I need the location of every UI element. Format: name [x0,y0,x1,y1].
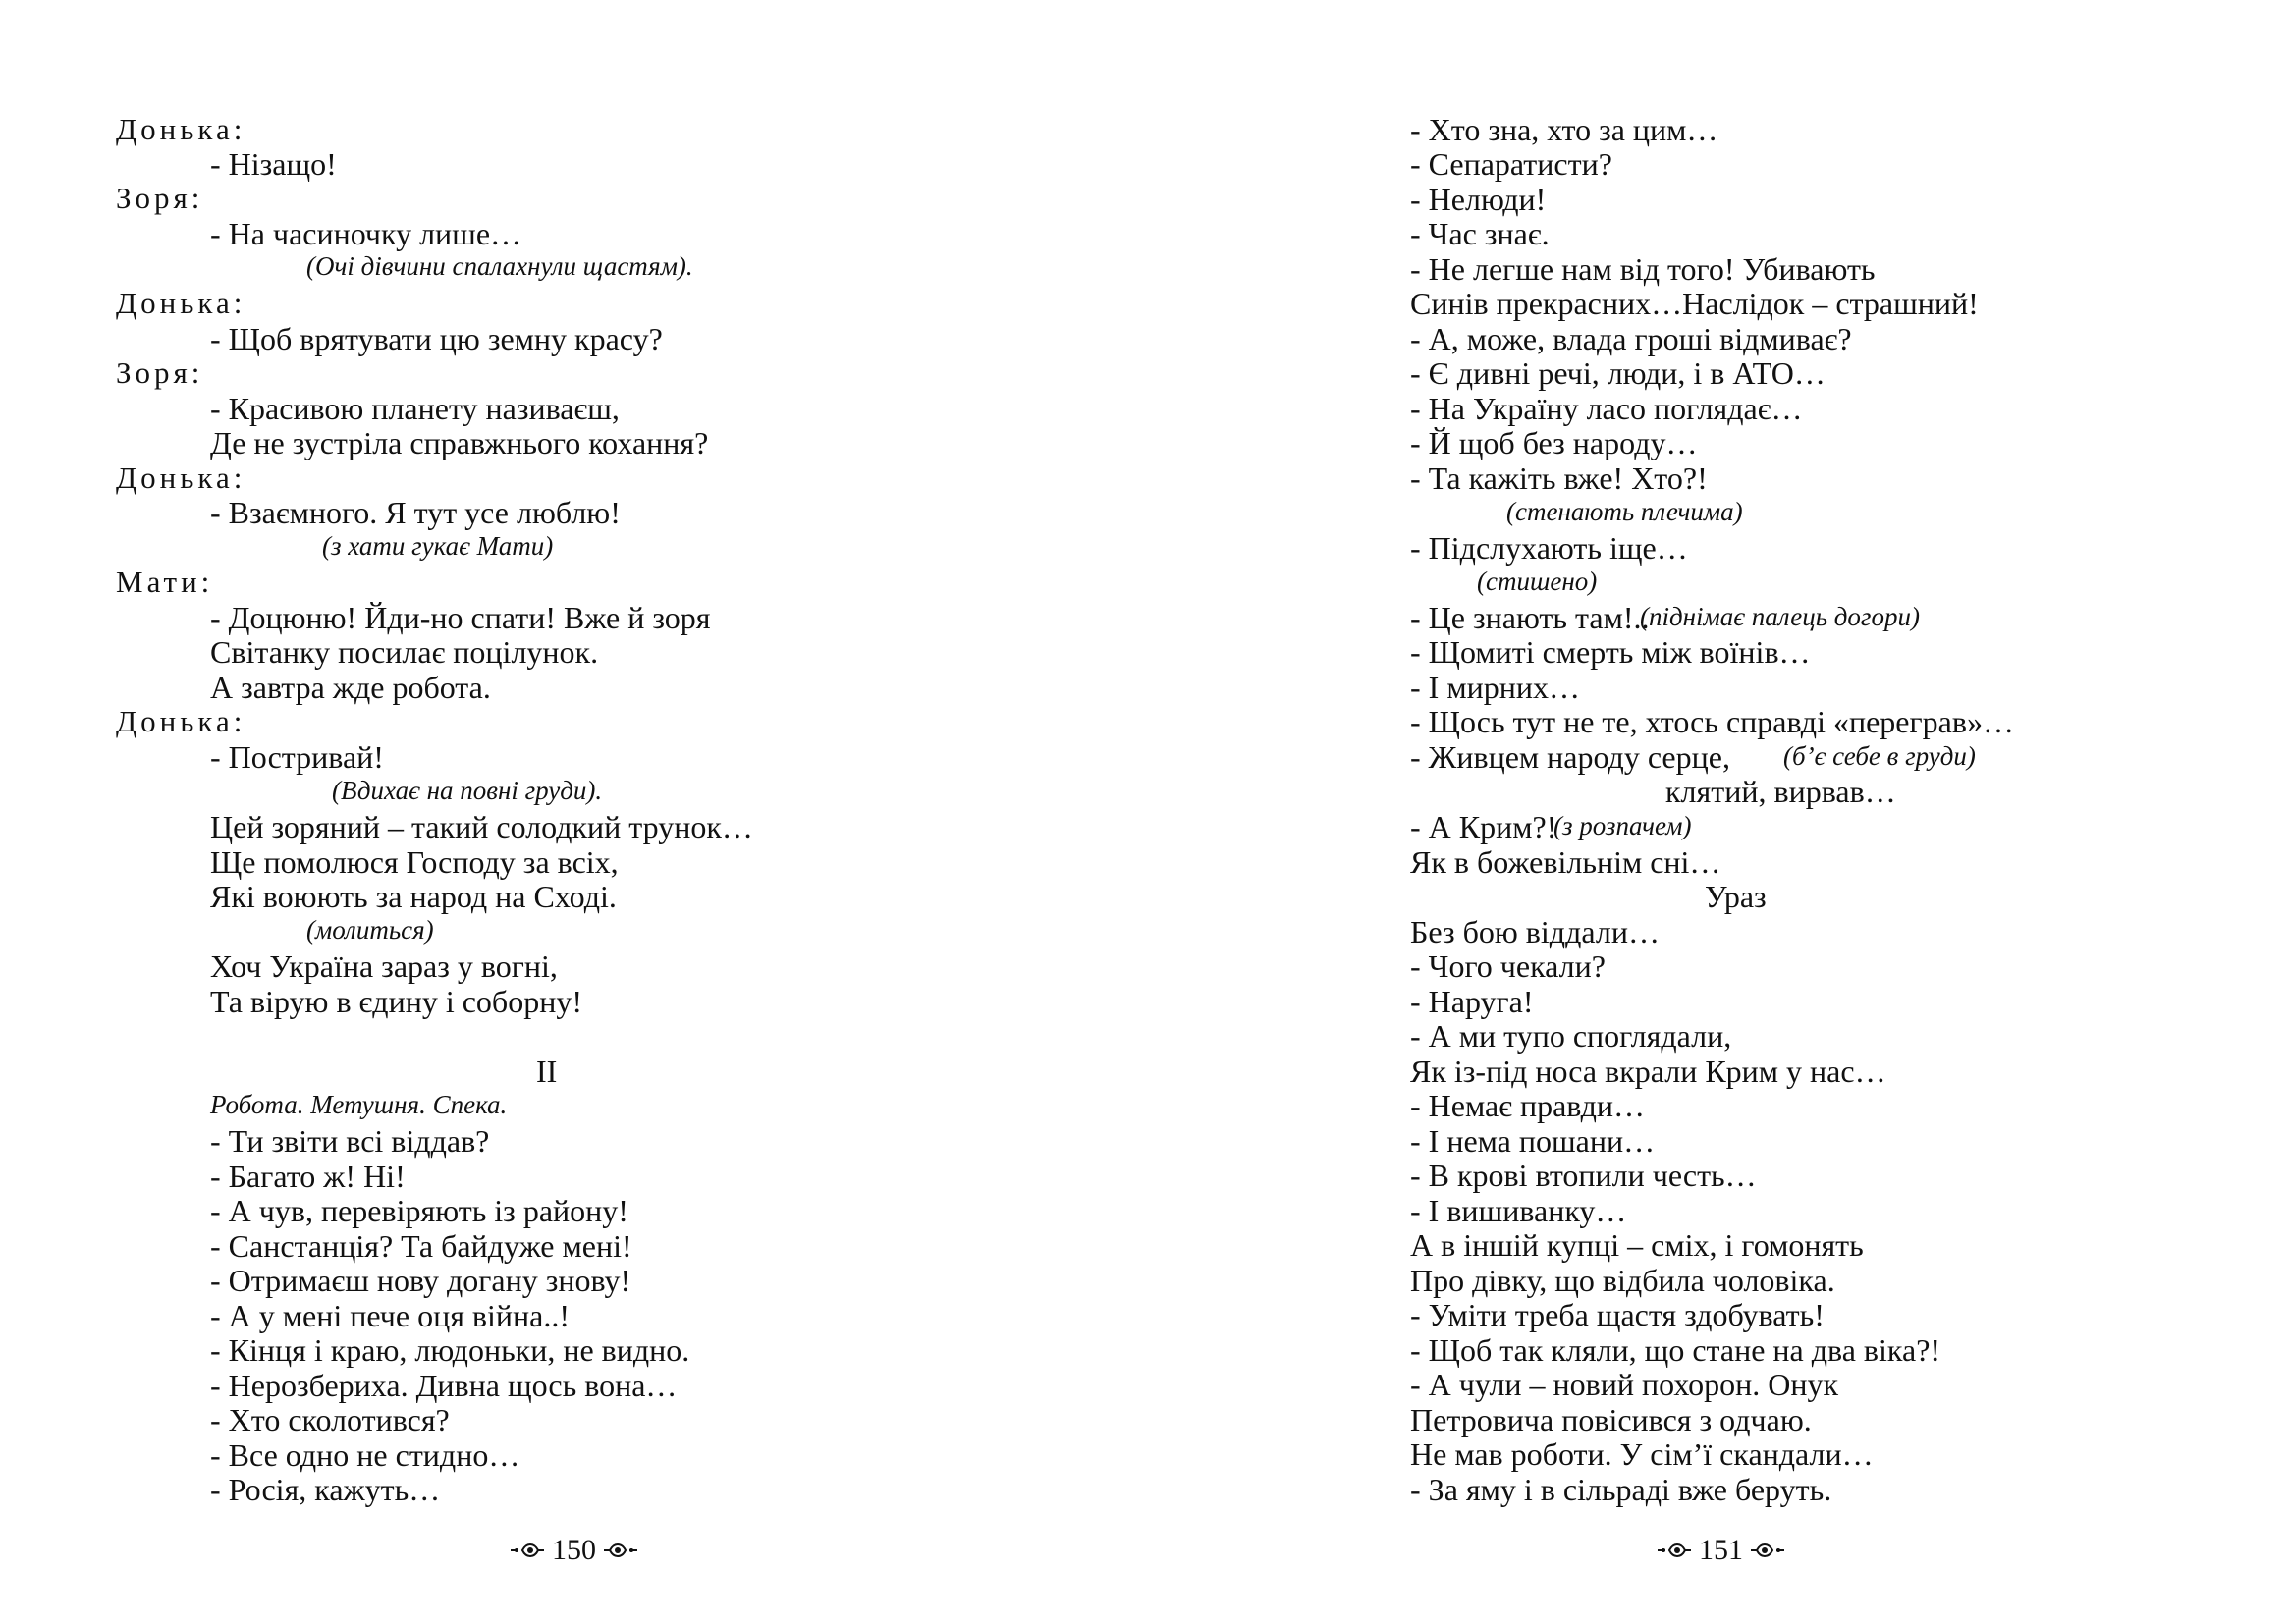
dialogue-line: Світанку посилає поцілунок. [210,634,599,670]
dialogue-line: - Й щоб без народу… [1410,425,1698,460]
dialogue-line: - Та кажіть вже! Хто?! [1410,460,1708,496]
dialogue-line: - Постривай! [210,739,384,775]
dialogue-line: Синів прекрасних…Наслідок – страшний! [1410,286,1979,321]
dialogue-line: - Наруга! [1410,984,1534,1019]
dialogue-line: - Щомиті смерть між воїнів… [1410,634,1811,670]
dialogue-line: - А чув, перевіряють із району! [210,1193,628,1228]
dialogue-line: - Нізащо! [210,146,337,182]
dialogue-line: - Отримаєш нову догану знову! [210,1263,631,1298]
stage-direction: (з хати гукає Мати) [322,531,554,561]
dialogue-line: - Підслухають іще… [1410,530,1688,566]
section-heading: ІІ [536,1054,558,1089]
floral-ornament-icon [509,1540,546,1561]
dialogue-line: Про дівку, що відбила чоловіка. [1410,1263,1835,1298]
speaker-label: Зоря: [116,355,204,390]
stage-direction: (молиться) [306,915,434,945]
dialogue-line: - Багато ж! Ні! [210,1159,406,1194]
dialogue-line: - Все одно не стидно… [210,1437,520,1473]
dialogue-line: - І нема пошани… [1410,1123,1656,1159]
dialogue-line: - А, може, влада гроші відмиває? [1410,321,1852,356]
speaker-label: Донька: [116,286,246,320]
left-page [0,0,1144,1624]
dialogue-line: Як із-під носа вкрали Крим у нас… [1410,1054,1886,1089]
dialogue-line: - Уміти треба щастя здобувать! [1410,1297,1825,1332]
dialogue-line: - А у мені пече оця війна..! [210,1298,571,1333]
speaker-label: Донька: [116,704,246,738]
dialogue-line: - Красивою планету називаєш, [210,391,620,426]
dialogue-line: - А чули – новий похорон. Онук [1410,1367,1839,1402]
dialogue-line: - В крові втопили честь… [1410,1158,1757,1193]
dialogue-line: - Кінця і краю, людоньки, не видно. [210,1332,690,1368]
dialogue-line: - Ти звіти всі віддав? [210,1123,490,1159]
dialogue-line: - Нелюди! [1410,182,1547,217]
speaker-label: Донька: [116,460,246,495]
stage-direction: (б’є себе в груди) [1783,741,1976,771]
stage-direction: (Вдихає на повні груди). [332,776,603,805]
dialogue-line: - І мирних… [1410,670,1580,705]
dialogue-line: - На Україну ласо поглядає… [1410,391,1803,426]
speaker-label: Мати: [116,565,214,599]
dialogue-line: - Щоб так кляли, що стане на два віка?! [1410,1332,1941,1368]
dialogue-line: - Час знає. [1410,216,1550,251]
dialogue-line: Які воюють за народ на Сході. [210,879,617,914]
dialogue-line: - Нерозбериха. Дивна щось вона… [210,1368,678,1403]
floral-ornament-icon [1656,1540,1693,1561]
stage-direction: (стишено) [1477,567,1598,596]
dialogue-line: - Є дивні речі, люди, і в АТО… [1410,355,1826,391]
dialogue-line: - Взаємного. Я тут усе люблю! [210,495,621,530]
dialogue-line: Як в божевільнім сні… [1410,844,1721,880]
right-page [1145,0,2289,1624]
dialogue-line: - Живцем народу серце, [1410,739,1730,775]
page-number-footer [509,1534,639,1567]
dialogue-line: - Це знають там!.. [1410,600,1650,635]
dialogue-line: Петровича повісився з одчаю. [1410,1402,1812,1437]
dialogue-line: А в іншій купці – сміх, і гомонять [1410,1227,1864,1263]
page-number: 150 [552,1534,596,1566]
dialogue-line: - А ми тупо споглядали, [1410,1018,1732,1054]
dialogue-line: Ще помолюся Господу за всіх, [210,844,619,880]
dialogue-line: - А Крим?! [1410,809,1557,844]
speaker-label: Зоря: [116,181,204,215]
dialogue-line: - Санстанція? Та байдуже мені! [210,1228,632,1264]
dialogue-line: Та вірую в єдину і соборну! [210,984,582,1019]
dialogue-line: - На часиночку лише… [210,216,522,251]
dialogue-line: - За яму і в сільраді вже беруть. [1410,1472,1832,1507]
dialogue-line: Цей зоряний – такий солодкий трунок… [210,809,753,844]
dialogue-line: - Хто сколотився? [210,1402,450,1437]
speaker-label: Донька: [116,112,246,146]
dialogue-line: - Сепаратисти? [1410,146,1612,182]
dialogue-line: - Щоб врятувати цю земну красу? [210,321,663,356]
dialogue-line: Ураз [1705,879,1767,914]
floral-ornament-icon [1749,1540,1786,1561]
dialogue-line: - Немає правди… [1410,1088,1645,1123]
stage-direction: (стенають плечима) [1506,497,1743,526]
dialogue-line: Не мав роботи. У сім’ї скандали… [1410,1436,1874,1472]
stage-direction: (Очі дівчини спалахнули щастям). [306,251,693,281]
dialogue-line: Де не зустріла справжнього кохання? [210,425,709,460]
dialogue-line: Хоч Україна зараз у вогні, [210,948,558,984]
dialogue-line: клятий, вирвав… [1665,774,1896,809]
dialogue-line: - Щось тут не те, хтось справді «переграв»… [1410,704,2014,739]
stage-direction: (піднімає палець догори) [1640,602,1920,631]
page-number-footer [1656,1534,1786,1567]
floral-ornament-icon [602,1540,639,1561]
dialogue-line: - Не легше нам від того! Убивають [1410,251,1876,287]
dialogue-line: - Доцюню! Йди-но спати! Вже й зоря [210,600,711,635]
dialogue-line: Без бою віддали… [1410,914,1660,949]
dialogue-line: - І вишиванку… [1410,1193,1627,1228]
stage-direction: Робота. Метушня. Спека. [210,1090,508,1119]
dialogue-line: - Росія, кажуть… [210,1472,441,1507]
stage-direction: (з розпачем) [1553,811,1692,840]
dialogue-line: А завтра жде робота. [210,670,491,705]
dialogue-line: - Чого чекали? [1410,948,1606,984]
dialogue-line: - Хто зна, хто за цим… [1410,112,1718,147]
page-number: 151 [1699,1534,1743,1566]
